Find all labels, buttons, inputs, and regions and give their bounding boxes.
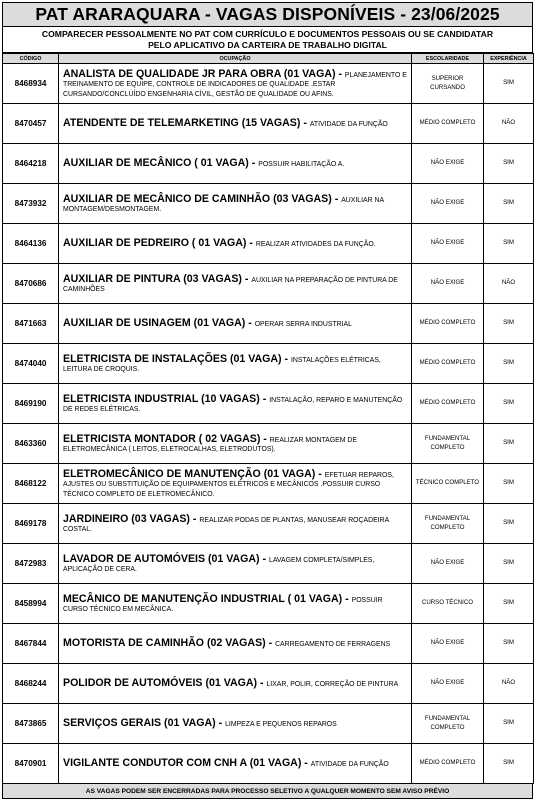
vacancy-code: 8473932 [3, 184, 59, 224]
vacancy-code: 8464218 [3, 144, 59, 184]
occupation-description: REALIZAR PODAS DE PLANTAS, MANUSEAR ROÇADEIRA COSTAL. [63, 516, 389, 533]
table-row [3, 624, 534, 664]
occupation-description: REALIZAR ATIVIDADES DA FUNÇÃO. [255, 241, 376, 249]
table-row [3, 424, 534, 464]
vacancy-code: 8474040 [3, 344, 59, 384]
occupation-cell [59, 384, 412, 424]
header-education: ESCOLARIDADE [412, 54, 484, 64]
header-occupation: OCUPAÇÃO [59, 54, 412, 64]
occupation-description: OPERAR SERRA INDUSTRIAL [254, 321, 352, 329]
occupation-description: POSSUIR HABILITAÇÃO A. [258, 161, 345, 169]
table-row [3, 304, 534, 344]
table-row [3, 504, 534, 544]
education-requirement: NÃO EXIGE [412, 664, 484, 704]
experience-requirement: SIM [484, 384, 534, 424]
experience-requirement: NÃO [484, 104, 534, 144]
occupation-cell [59, 104, 412, 144]
vacancy-code: 8473865 [3, 704, 59, 744]
occupation-title: MOTORISTA DE CAMINHÃO (02 VAGAS) - [63, 637, 276, 650]
education-requirement: FUNDAMENTAL COMPLETO [412, 424, 484, 464]
vacancy-code: 8470457 [3, 104, 59, 144]
experience-requirement: SIM [484, 584, 534, 624]
vacancies-table [2, 53, 534, 784]
occupation-title: AUXILIAR DE USINAGEM (01 VAGA) - [63, 317, 255, 330]
occupation-cell [59, 144, 412, 184]
table-row [3, 704, 534, 744]
occupation-title: ELETRICISTA INDUSTRIAL (10 VAGAS) - [63, 392, 270, 405]
occupation-cell [59, 664, 412, 704]
vacancy-code: 8470686 [3, 264, 59, 304]
education-requirement: NÃO EXIGE [412, 224, 484, 264]
occupation-cell [59, 224, 412, 264]
occupation-description: LAVAGEM COMPLETA/SIMPLES, APLICAÇÃO DE CERA. [63, 556, 375, 573]
occupation-description: POSSUIR CURSO TÉCNICO EM MECÂNICA. [63, 596, 383, 613]
table-row [3, 584, 534, 624]
vacancy-code: 8471663 [3, 304, 59, 344]
occupation-title: ELETRICISTA MONTADOR ( 02 VAGAS) - [63, 432, 270, 445]
occupation-cell [59, 744, 412, 784]
table-row [3, 664, 534, 704]
occupation-cell [59, 344, 412, 384]
occupation-title: LAVADOR DE AUTOMÓVEIS (01 VAGA) - [63, 552, 270, 565]
table-row [3, 184, 534, 224]
occupation-cell [59, 424, 412, 464]
experience-requirement: SIM [484, 424, 534, 464]
table-header-row [3, 54, 534, 64]
education-requirement: NÃO EXIGE [412, 144, 484, 184]
occupation-cell [59, 584, 412, 624]
education-requirement: CURSO TÉCNICO [412, 584, 484, 624]
experience-requirement: SIM [484, 704, 534, 744]
table-row [3, 144, 534, 184]
occupation-cell [59, 624, 412, 664]
table-row [3, 744, 534, 784]
job-listing-sheet [2, 2, 533, 798]
table-row [3, 264, 534, 304]
vacancy-code: 8472983 [3, 544, 59, 584]
vacancy-code: 8469178 [3, 504, 59, 544]
occupation-cell [59, 464, 412, 504]
experience-requirement: SIM [484, 224, 534, 264]
vacancy-code: 8464136 [3, 224, 59, 264]
occupation-title: ELETROMECÂNICO DE MANUTENÇÃO (01 VAGA) - [63, 468, 325, 481]
occupation-description: LIXAR, POLIR, CORREÇÃO DE PINTURA [266, 681, 399, 689]
table-row [3, 224, 534, 264]
vacancy-code: 8468934 [3, 64, 59, 104]
education-requirement: TÉCNICO COMPLETO [412, 464, 484, 504]
table-row [3, 64, 534, 104]
experience-requirement: SIM [484, 344, 534, 384]
experience-requirement: SIM [484, 464, 534, 504]
education-requirement: MÉDIO COMPLETO [412, 344, 484, 384]
occupation-description: AUXILIAR NA MONTAGEM/DESMONTAGEM. [63, 196, 384, 213]
footer-notice: AS VAGAS PODEM SER ENCERRADAS PARA PROCESSO SELETIVO A QUALQUER MOMENTO SEM AVISO PRÉVIO [2, 784, 533, 799]
occupation-cell [59, 704, 412, 744]
occupation-description: REALIZAR MONTAGEM DE ELETROMECÂNICA ( LEITOS, ELETROCALHAS, ELETRODUTOS). [63, 436, 357, 453]
occupation-cell [59, 544, 412, 584]
education-requirement: NÃO EXIGE [412, 264, 484, 304]
occupation-cell [59, 64, 412, 104]
vacancy-code: 8463360 [3, 424, 59, 464]
table-row [3, 384, 534, 424]
vacancy-code: 8458994 [3, 584, 59, 624]
experience-requirement: SIM [484, 744, 534, 784]
occupation-description: LIMPEZA E PEQUENOS REPAROS [225, 721, 337, 729]
occupation-cell [59, 264, 412, 304]
vacancy-code: 8467844 [3, 624, 59, 664]
education-requirement: MÉDIO COMPLETO [412, 384, 484, 424]
occupation-title: SERVIÇOS GERAIS (01 VAGA) - [63, 717, 226, 730]
occupation-title: ATENDENTE DE TELEMARKETING (15 VAGAS) - [63, 117, 310, 130]
experience-requirement: SIM [484, 544, 534, 584]
table-row [3, 464, 534, 504]
table-row [3, 344, 534, 384]
education-requirement: MÉDIO COMPLETO [412, 744, 484, 784]
experience-requirement: NÃO [484, 664, 534, 704]
occupation-description: AUXILIAR NA PREPARAÇÃO DE PINTURA DE CAMINHÕES [63, 276, 398, 293]
occupation-title: AUXILIAR DE MECÂNICO DE CAMINHÃO (03 VAGAS) - [63, 192, 342, 205]
instructions-line-1: COMPARECER PESSOALMENTE NO PAT COM CURRÍCULO E DOCUMENTOS PESSOAIS OU SE CANDIDATAR [41, 28, 494, 39]
occupation-description: ATIVIDADE DA FUNÇÃO [310, 761, 389, 769]
occupation-title: ANALISTA DE QUALIDADE JR PARA OBRA (01 VAGA) - [63, 68, 345, 81]
occupation-description: PLANEJAMENTO E TREINAMENTO DE EQUIPE, CONTROLE DE INDICADORES DE QUALIDADE .ESTAR CURSANDO/CONCLUÍDO ENGENHARIA CÍVIL, GESTÃO DE QUALIDADE OU AFINS. [63, 72, 407, 98]
experience-requirement: SIM [484, 64, 534, 104]
occupation-description: INSTALAÇÕES ELÉTRICAS, LEITURA DE CROQUIS. [63, 356, 381, 373]
table-row [3, 544, 534, 584]
experience-requirement: SIM [484, 184, 534, 224]
occupation-description: CARREGAMENTO DE FERRAGENS [275, 641, 391, 649]
occupation-cell [59, 304, 412, 344]
occupation-description: EFETUAR REPAROS, AJUSTES OU SUBSTITUIÇÃO DE EQUIPAMENTOS ELÉTRICOS E MECÂNICOS .POSSUIR CURSO TÉCNICO COMPLETO DE ELETROMECÂNICO. [63, 472, 394, 498]
occupation-title: AUXILIAR DE MECÂNICO ( 01 VAGA) - [63, 157, 259, 170]
education-requirement: MÉDIO COMPLETO [412, 104, 484, 144]
vacancy-code: 8468244 [3, 664, 59, 704]
experience-requirement: SIM [484, 504, 534, 544]
occupation-title: MECÂNICO DE MANUTENÇÃO INDUSTRIAL ( 01 VAGA) - [63, 592, 352, 605]
education-requirement: NÃO EXIGE [412, 544, 484, 584]
occupation-title: AUXILIAR DE PEDREIRO ( 01 VAGA) - [63, 237, 256, 250]
header-experience: EXPERIÊNCIA [484, 54, 534, 64]
occupation-title: JARDINEIRO (03 VAGAS) - [63, 512, 200, 525]
occupation-description: ATIVIDADE DA FUNÇÃO [309, 121, 388, 129]
instructions-banner [2, 27, 533, 53]
education-requirement: NÃO EXIGE [412, 624, 484, 664]
occupation-title: ELETRICISTA DE INSTALAÇÕES (01 VAGA) - [63, 352, 291, 365]
table-row [3, 104, 534, 144]
experience-requirement: SIM [484, 624, 534, 664]
occupation-title: VIGILANTE CONDUTOR COM CNH A (01 VAGA) - [63, 757, 311, 770]
occupation-cell [59, 504, 412, 544]
page-title: PAT ARARAQUARA - VAGAS DISPONÍVEIS - 23/06/2025 [2, 2, 533, 27]
instructions-line-2: PELO APLICATIVO DA CARTEIRA DE TRABALHO DIGITAL [148, 39, 387, 50]
education-requirement: FUNDAMENTAL COMPLETO [412, 504, 484, 544]
occupation-title: AUXILIAR DE PINTURA (03 VAGAS) - [63, 272, 252, 285]
vacancy-code: 8469190 [3, 384, 59, 424]
education-requirement: FUNDAMENTAL COMPLETO [412, 704, 484, 744]
vacancy-code: 8470901 [3, 744, 59, 784]
experience-requirement: NÃO [484, 264, 534, 304]
experience-requirement: SIM [484, 304, 534, 344]
occupation-cell [59, 184, 412, 224]
education-requirement: SUPERIOR CURSANDO [412, 64, 484, 104]
education-requirement: NÃO EXIGE [412, 184, 484, 224]
header-code: CÓDIGO [3, 54, 59, 64]
occupation-description: INSTALAÇÃO, REPARO E MANUTENÇÃO DE REDES ELÉTRICAS. [63, 396, 403, 413]
vacancy-code: 8468122 [3, 464, 59, 504]
experience-requirement: SIM [484, 144, 534, 184]
education-requirement: MÉDIO COMPLETO [412, 304, 484, 344]
occupation-title: POLIDOR DE AUTOMÓVEIS (01 VAGA) - [63, 677, 267, 690]
